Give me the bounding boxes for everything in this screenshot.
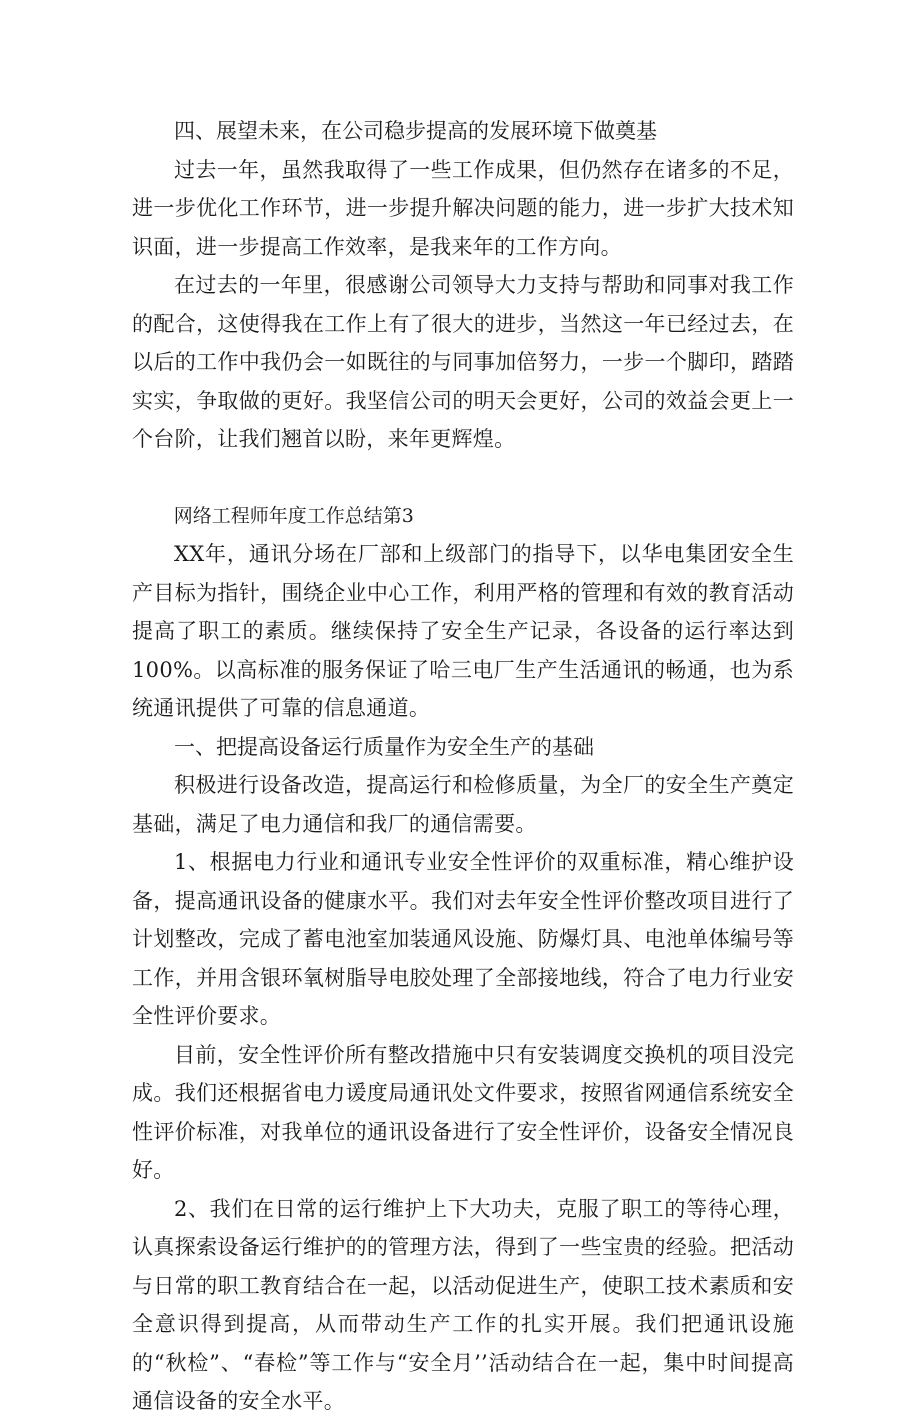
section-heading-equipment-quality: 一、把提高设备运行质量作为安全生产的基础 [174, 734, 594, 759]
section-heading-outlook: 四、展望未来，在公司稳步提高的发展环境下做奠基 [174, 119, 657, 143]
document-body [132, 112, 794, 1421]
paragraph-shortcomings: 过去一年，虽然我取得了一些工作成果，但仍然存在诸多的不足，进一步优化工作环节，进一步提升解决问题的能力，进一步扩大技术知识面，进一步提高工作效率，是我来年的工作方向。 [132, 157, 794, 259]
paragraph-rectification: 目前，安全性评价所有整改措施中只有安装调度交换机的项目没完成。我们还根据省电力谖度局通讯处文件要求，按照省网通信系统安全性评价标准，对我单位的通讯设备进行了安全性评价，设备安全情况良好。 [132, 1042, 794, 1182]
paragraph-thanks: 在过去的一年里，很感谢公司领导大力支持与帮助和同事对我工作的配合，这使得我在工作上有了很大的进步，当然这一年已经过去，在以后的工作中我仍会一如既往的与同事加倍努力，一步一个脚印，踏踏实实，争取做的更好。我坚信公司的明天会更好，公司的效益会更上一个台阶，让我们翘首以盼，来年更辉煌。 [132, 273, 794, 451]
paragraph-equipment-upgrade: 积极进行设备改造，提高运行和检修质量，为全厂的安全生产奠定基础，满足了电力通信和我厂的通信需要。 [132, 773, 794, 836]
document-subtitle: 网络工程师年度工作总结第3 [173, 504, 414, 527]
paragraph-maintenance: 2、我们在日常的运行维护上下大功夫，克服了职工的等待心理，认真探索设备运行维护的的管理方法，得到了一些宝贵的经验。把活动与日常的职工教育结合在一起，以活动促进生产，使职工技术素质和安全意识得到提高，从而带动生产工作的扎实开展。我们把通讯设施的“秋检”、“春检”等工作与“安全月’’活动结合在一起，集中时间提高通信设备的安全水平。 [132, 1196, 794, 1413]
paragraph-safety-standard: 1、根据电力行业和通讯专业安全性评价的双重标准，精心维护设备，提高通讯设备的健康水平。我们对去年安全性评价整改项目进行了计划整改，完成了蓄电池室加装通风设施、防爆灯具、电池单体编号等工作，并用含银环氧树脂导电胶处理了全部接地线，符合了电力行业安全性评价要求。 [132, 850, 794, 1028]
paragraph-overview: XX年，通讯分场在厂部和上级部门的指导下，以华电集团安全生产目标为指针，围绕企业中心工作，利用严格的管理和有效的教育活动提高了职工的素质。继续保持了安全生产记录，各设备的运行率达到100%。以高标准的服务保证了哈三电厂生产生活通讯的畅通，也为系统通讯提供了可靠的信息通道。 [132, 542, 794, 720]
